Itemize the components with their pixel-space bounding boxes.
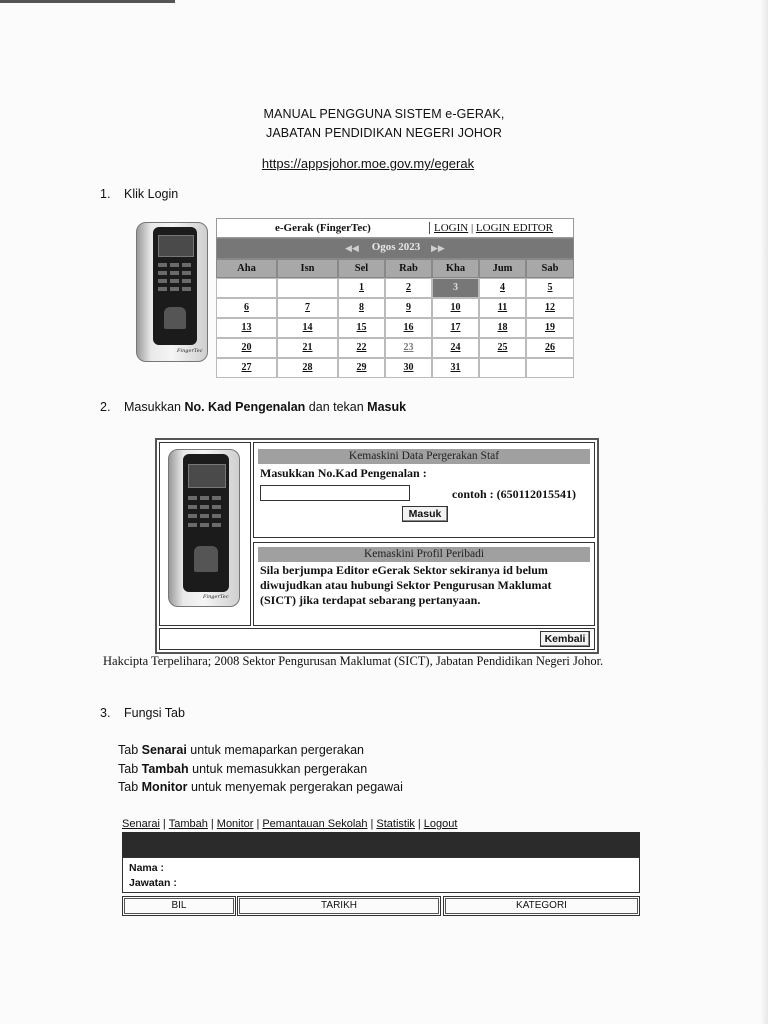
header-bar: [122, 832, 640, 857]
day-header: Sel: [338, 259, 385, 278]
tab-pemantauan-sekolah[interactable]: Pemantauan Sekolah: [262, 818, 368, 830]
step-number: 1.: [100, 187, 111, 201]
month-label: Ogos 2023: [371, 241, 421, 253]
step-text: Klik Login: [124, 187, 179, 201]
calendar-header: [216, 218, 574, 238]
calendar-day[interactable]: 30: [385, 358, 432, 378]
scan-artifact: [0, 0, 175, 3]
step-text-pre: Masukkan: [124, 400, 185, 414]
calendar-day[interactable]: 1: [338, 278, 385, 298]
system-url-link[interactable]: https://appsjohor.moe.gov.my/egerak: [261, 156, 475, 171]
calendar-day[interactable]: 2: [385, 278, 432, 298]
calendar-day[interactable]: 14: [277, 318, 338, 338]
calendar-empty-cell: [216, 278, 277, 298]
manual-subtitle: JABATAN PENDIDIKAN NEGERI JOHOR: [265, 126, 502, 140]
link-separator: |: [470, 222, 474, 234]
column-header-kategori: KATEGORI: [443, 896, 640, 916]
day-header: Sab: [526, 259, 574, 278]
calendar-day[interactable]: 22: [338, 338, 385, 358]
login-section: [253, 442, 595, 538]
tab-separator: |: [162, 818, 166, 830]
step-text-bold2: Masuk: [367, 400, 407, 414]
calendar-day[interactable]: 15: [338, 318, 385, 338]
manual-title: MANUAL PENGGUNA SISTEM e-GERAK,: [263, 107, 505, 121]
tab-separator: |: [370, 818, 374, 830]
section-title: Kemaskini Data Pergerakan Staf: [258, 449, 590, 464]
step-3: [100, 706, 185, 720]
step-text-mid: dan tekan: [305, 400, 368, 414]
column-header-tarikh: TARIKH: [237, 896, 441, 916]
calendar-day[interactable]: 10: [432, 298, 479, 318]
day-header: Kha: [432, 259, 479, 278]
calendar-day[interactable]: 16: [385, 318, 432, 338]
ic-example: contoh : (650112015541): [452, 487, 576, 501]
kembali-button[interactable]: Kembali: [540, 631, 590, 647]
desc-bold: Monitor: [141, 780, 188, 794]
tab-navigation: [122, 818, 457, 830]
step-2: [100, 400, 406, 414]
login-form-screenshot: [155, 438, 599, 654]
calendar-day[interactable]: 26: [526, 338, 574, 358]
calendar-day[interactable]: 13: [216, 318, 277, 338]
desc-pre: Tab: [118, 743, 142, 757]
tab-description-monitor: [118, 780, 403, 794]
desc-pre: Tab: [118, 780, 142, 794]
calendar-day[interactable]: 28: [277, 358, 338, 378]
calendar-day[interactable]: 17: [432, 318, 479, 338]
month-navigation-bar: [216, 238, 574, 259]
day-header: Rab: [385, 259, 432, 278]
calendar-day[interactable]: 24: [432, 338, 479, 358]
column-header-bil: BIL: [122, 896, 236, 916]
desc-bold: Tambah: [141, 762, 189, 776]
login-link[interactable]: LOGIN: [434, 222, 469, 234]
calendar-day[interactable]: 8: [338, 298, 385, 318]
page-edge: [760, 0, 768, 1024]
calendar-day[interactable]: 19: [526, 318, 574, 338]
calendar-day[interactable]: 11: [479, 298, 526, 318]
calendar-day[interactable]: 9: [385, 298, 432, 318]
calendar-day[interactable]: 31: [432, 358, 479, 378]
step-text: Fungsi Tab: [124, 706, 185, 720]
calendar-day[interactable]: 5: [526, 278, 574, 298]
app-name: e-Gerak (FingerTec): [275, 222, 371, 234]
tab-separator: |: [256, 818, 260, 830]
step-1: [100, 187, 178, 201]
calendar-day[interactable]: 3: [432, 278, 479, 298]
day-header: Jum: [479, 259, 526, 278]
device-brand-label: FingerTec: [177, 348, 203, 354]
tab-separator: |: [210, 818, 214, 830]
calendar-day[interactable]: 21: [277, 338, 338, 358]
desc-pre: Tab: [118, 762, 142, 776]
ic-label: Masukkan No.Kad Pengenalan :: [260, 466, 427, 480]
position-label: Jawatan :: [129, 877, 177, 889]
tab-description-tambah: [118, 762, 367, 776]
day-header: Isn: [277, 259, 338, 278]
profile-section: [253, 542, 595, 626]
device-brand-label: FingerTec: [203, 594, 229, 600]
step-text-bold: No. Kad Pengenalan: [184, 400, 306, 414]
tab-monitor[interactable]: Monitor: [216, 818, 254, 830]
calendar-day[interactable]: 20: [216, 338, 277, 358]
calendar-day[interactable]: 27: [216, 358, 277, 378]
staff-info-box: [122, 857, 640, 893]
tab-senarai[interactable]: Senarai: [122, 818, 160, 830]
masuk-button[interactable]: Masuk: [402, 506, 448, 522]
tab-logout[interactable]: Logout: [423, 818, 458, 830]
fingerprint-device-image: [168, 449, 240, 607]
calendar-day[interactable]: 23: [385, 338, 432, 358]
profile-instructions: Sila berjumpa Editor eGerak Sektor sekiranya id belum diwujudkan atau hubungi Sektor Pengurusan Maklumat (SICT) jika terdapat sebarang pertanyaan.: [260, 563, 552, 607]
prev-month-icon[interactable]: ◀◀: [345, 243, 359, 253]
login-links: [429, 222, 553, 234]
calendar-day[interactable]: 25: [479, 338, 526, 358]
tab-description-senarai: [118, 743, 364, 757]
calendar-day[interactable]: 18: [479, 318, 526, 338]
step-number: 3.: [100, 706, 111, 720]
calendar-day[interactable]: 4: [479, 278, 526, 298]
fingerprint-device-image: [136, 222, 208, 362]
profile-title: Kemaskini Profil Peribadi: [258, 547, 590, 562]
calendar-empty-cell: [526, 358, 574, 378]
calendar-screenshot: [130, 218, 574, 381]
ic-number-input[interactable]: [260, 485, 410, 501]
calendar-day[interactable]: 7: [277, 298, 338, 318]
calendar-empty-cell: [479, 358, 526, 378]
desc-post: untuk memasukkan pergerakan: [188, 762, 368, 776]
device-frame: [159, 442, 251, 626]
desc-bold: Senarai: [141, 743, 187, 757]
footer-bar: [159, 628, 595, 650]
copyright-notice: Hakcipta Terpelihara; 2008 Sektor Pengurusan Maklumat (SICT), Jabatan Pendidikan Negeri Johor.: [103, 654, 604, 668]
calendar-empty-cell: [277, 278, 338, 298]
login-editor-link[interactable]: LOGIN EDITOR: [475, 222, 554, 234]
desc-post: untuk memaparkan pergerakan: [186, 743, 364, 757]
step-number: 2.: [100, 400, 111, 414]
tab-separator: |: [417, 818, 421, 830]
desc-post: untuk menyemak pergerakan pegawai: [187, 780, 403, 794]
name-label: Nama :: [129, 862, 165, 874]
tab-statistik[interactable]: Statistik: [376, 818, 415, 830]
day-header: Aha: [216, 259, 277, 278]
calendar-day[interactable]: 6: [216, 298, 277, 318]
next-month-icon[interactable]: ▶▶: [431, 243, 445, 253]
calendar-day[interactable]: 12: [526, 298, 574, 318]
calendar-day[interactable]: 29: [338, 358, 385, 378]
tab-tambah[interactable]: Tambah: [168, 818, 208, 830]
